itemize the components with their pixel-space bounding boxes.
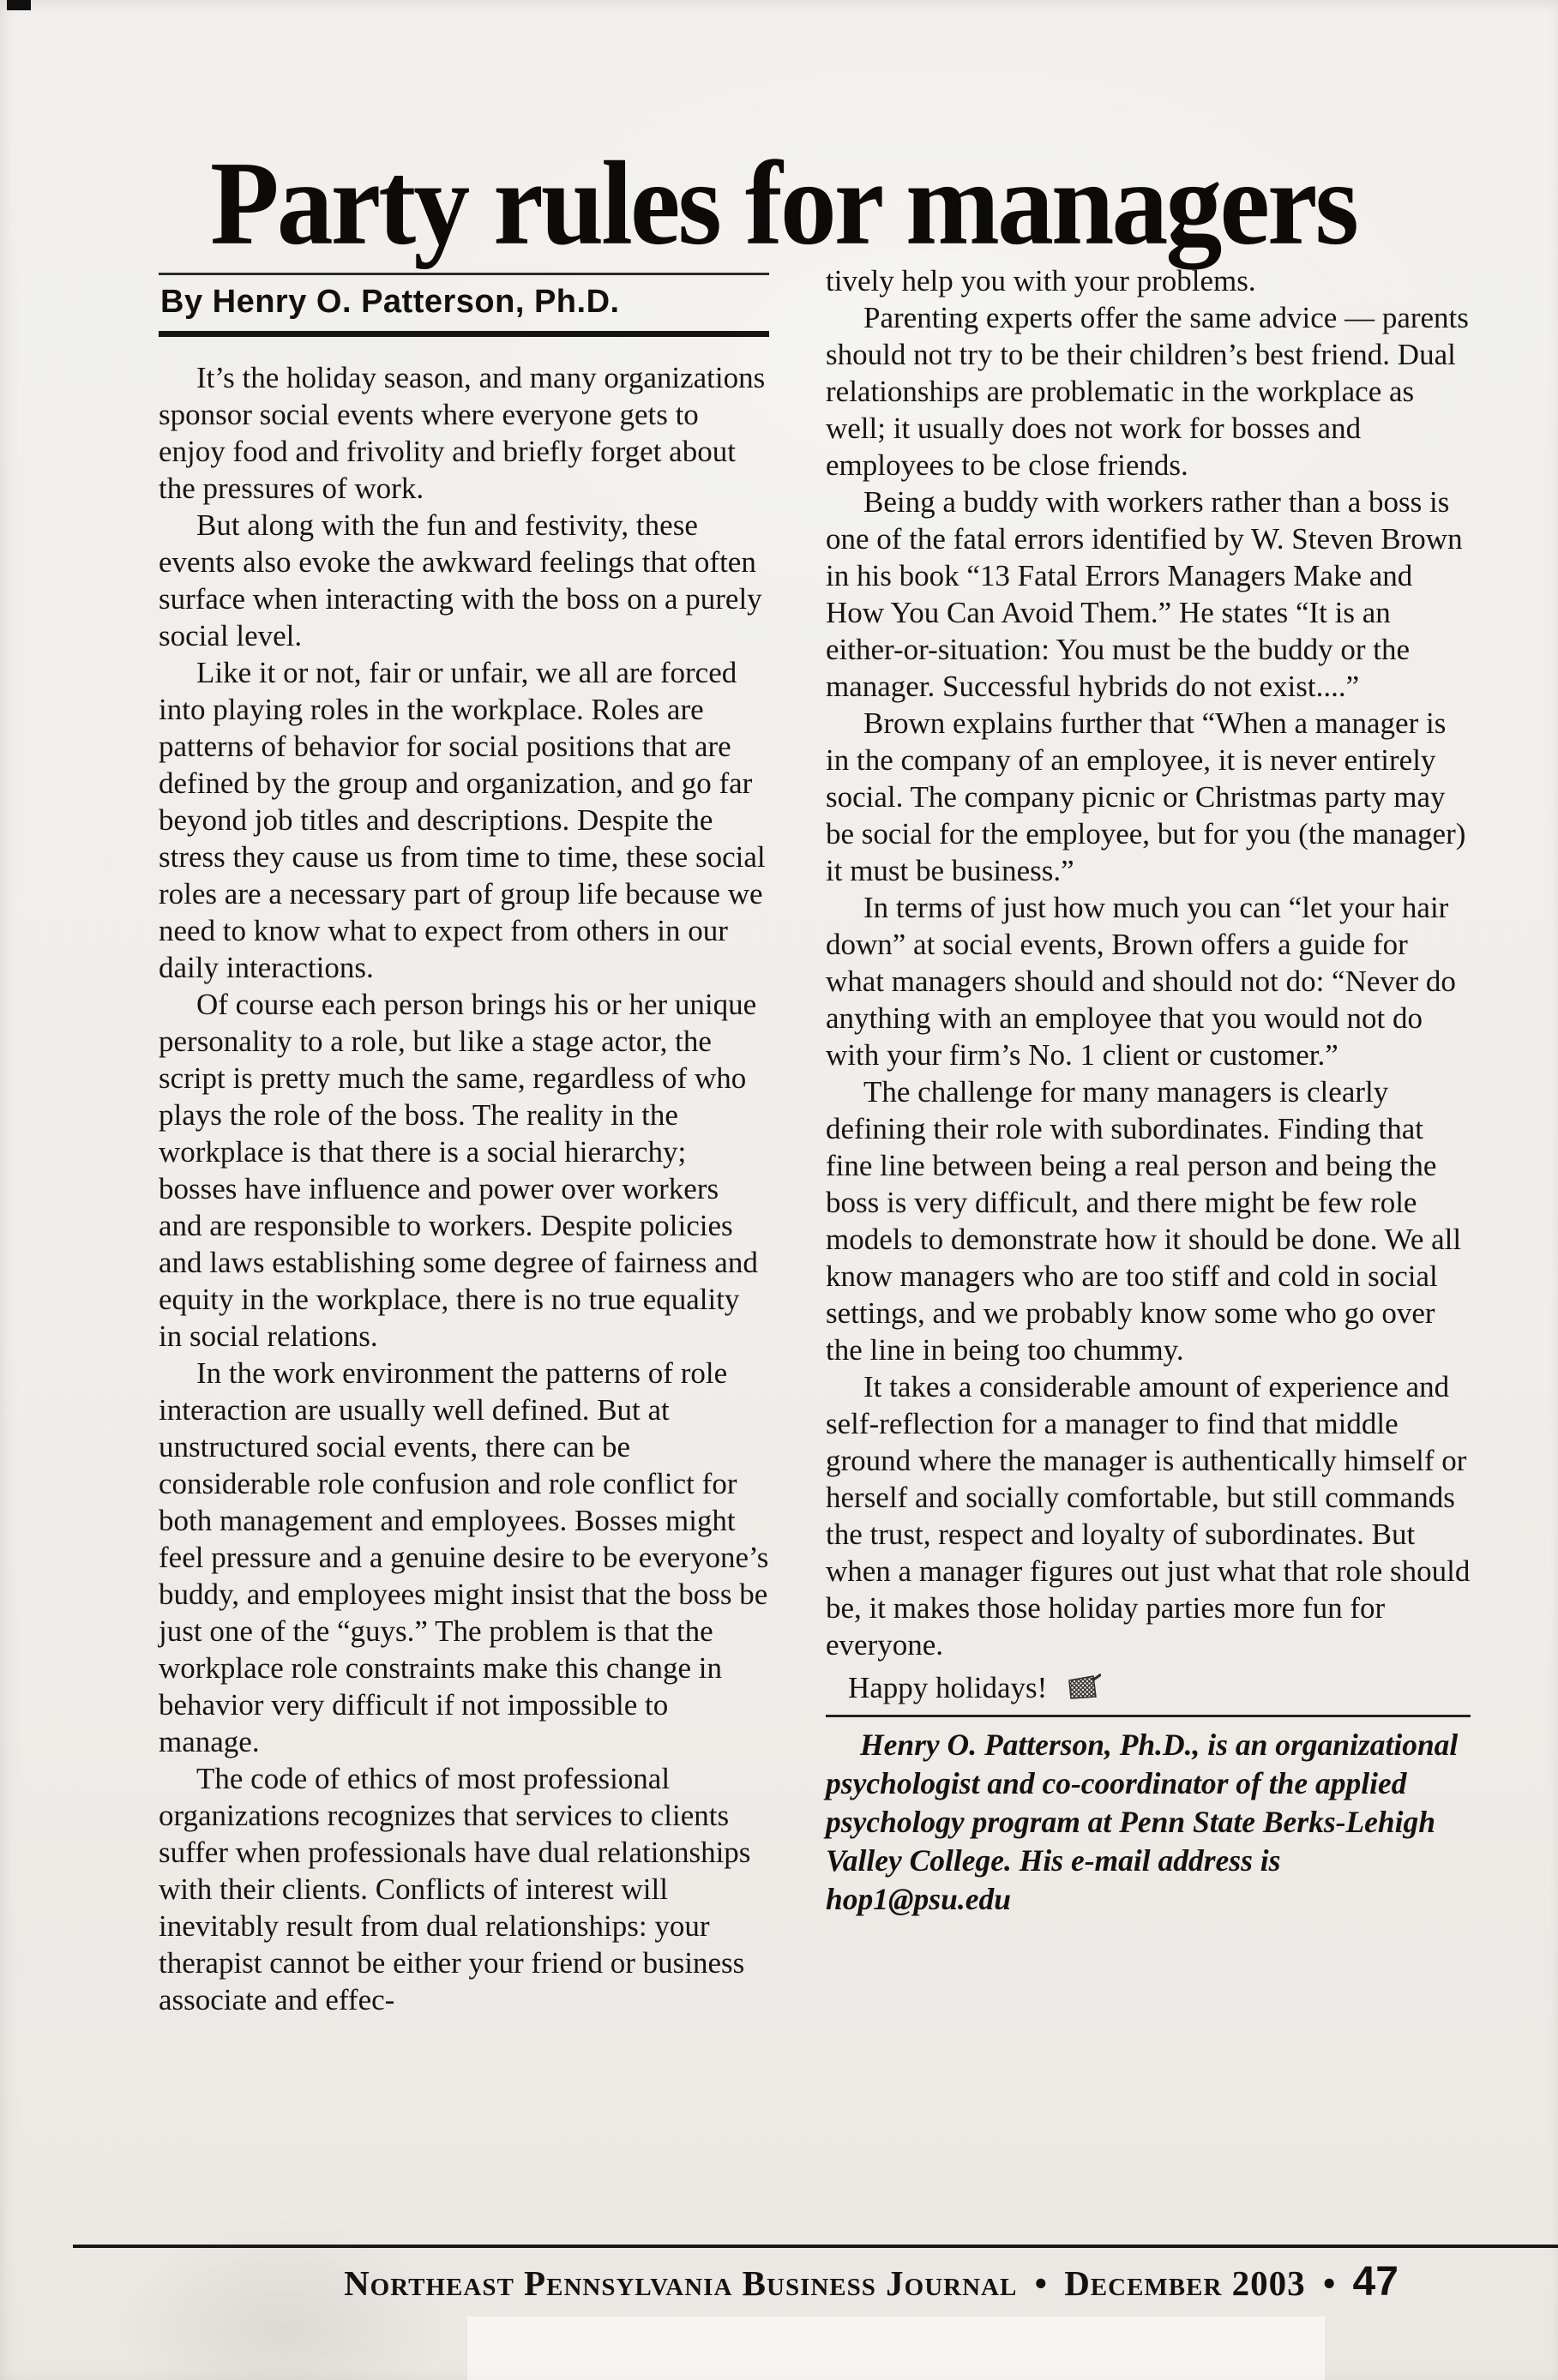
- end-of-story-icon: [1067, 1670, 1101, 1710]
- footer-text: [73, 2248, 1558, 2305]
- right-column: [812, 257, 1471, 2018]
- closing-text: Happy holidays!: [848, 1671, 1048, 1704]
- article-paragraph: Brown explains further that “When a manager is in the company of an employee, it is never entirely social. The company picnic or Christmas party may be social for the employee, but for you (the manager) it must be business.”: [826, 706, 1466, 887]
- byline: By Henry O. Patterson, Ph.D.: [160, 284, 620, 320]
- page-footer: [73, 2245, 1558, 2305]
- article-headline: Party rules for managers: [210, 136, 1356, 270]
- right-column-paragraphs: [826, 262, 1471, 1663]
- article-paragraph: Like it or not, fair or unfair, we all are forced into playing roles in the workplace. Roles are patterns of behavior for social positions that are defined by the group and organization, and go far beyond job titles and descriptions. Despite the stress they cause us from time to time, these social roles are a necessary part of group life because we need to know what to expect from others in our daily interactions.: [159, 656, 766, 984]
- footer-separator: •: [1322, 2263, 1336, 2303]
- left-column-paragraphs: [159, 359, 769, 2018]
- article-paragraph: It’s the holiday season, and many organizations sponsor social events where everyone gets to enjoy food and frivolity and briefly forget about the pressures of work.: [159, 361, 766, 505]
- journal-name: Northeast Pennsylvania Business Journal: [344, 2263, 1018, 2303]
- article-body: [159, 257, 1471, 2018]
- article-paragraph: Of course each person brings his or her unique personality to a role, but like a stage actor, the script is pretty much the same, regardless of who plays the role of the boss. The reality in the workplace is that there is a social hierarchy; bosses have influence and power over workers and are responsible to workers. Despite policies and laws establishing some degree of fairness and equity in the workplace, there is no true equality in social relations.: [159, 988, 758, 1353]
- closing-line: [826, 1668, 1471, 1708]
- issue-date: December 2003: [1064, 2263, 1306, 2303]
- article-paragraph: In terms of just how much you can “let your hair down” at social events, Brown offers a guide for what managers should and should not do: “Never do anything with an employee that you would not do with your firm’s No. 1 client or customer.”: [826, 891, 1456, 1072]
- article-paragraph: The code of ethics of most professional organizations recognizes that services to clients suffer when professionals have dual relationships with their clients. Conflicts of interest will inevitably result from dual relationships: your therapist cannot be either your friend or business associate and effec-: [159, 1762, 751, 2016]
- page-number: 47: [1352, 2259, 1399, 2305]
- article-paragraph: tively help you with your problems.: [826, 264, 1256, 298]
- article-paragraph: But along with the fun and festivity, these events also evoke the awkward feelings that often surface when interacting with the boss on a purely social level.: [159, 508, 762, 652]
- article-paragraph: In the work environment the patterns of role interaction are usually well defined. But at unstructured social events, there can be considerable role confusion and role conflict for both management and employees. Bosses might feel pressure and a genuine desire to be everyone’s buddy, and employees might insist that the boss be just one of the “guys.” The problem is that the workplace role constraints make this change in behavior very difficult if not impossible to manage.: [159, 1356, 769, 1758]
- article-paragraph: The challenge for many managers is clearly defining their role with subordinates. Finding that fine line between being a real person and being the boss is very difficult, and there might be few role models to demonstrate how it should be done. We all know managers who are too stiff and cold in social settings, and we probably know some who go over the line in being too chummy.: [826, 1075, 1462, 1367]
- article-paragraph: Parenting experts offer the same advice — parents should not try to be their children’s best friend. Dual relationships are problematic in the workplace as well; it usually does not work for bosses and employees to be close friends.: [826, 301, 1469, 482]
- left-column: [159, 257, 769, 2018]
- byline-rule-bottom: [159, 331, 769, 337]
- footer-separator: •: [1034, 2263, 1047, 2303]
- article-paragraph: It takes a considerable amount of experience and self-reflection for a manager to find that middle ground where the manager is authentically himself or herself and socially comfortable, but still commands the trust, respect and loyalty of subordinates. But when a manager figures out just what that role should be, it makes those holiday parties more fun for everyone.: [826, 1370, 1471, 1662]
- article-paragraph: Being a buddy with workers rather than a boss is one of the fatal errors identified by W. Steven Brown in his book “13 Fatal Errors Managers Make and How You Can Avoid Them.” He states “It is an either-or-situation: You must be the buddy or the manager. Successful hybrids do not exist....”: [826, 485, 1463, 703]
- author-bio: Henry O. Patterson, Ph.D., is an organizational psychologist and co-coordinator of the applied psychology program at Penn State Berks-Lehigh Valley College. His e-mail address is hop1@psu.edu: [826, 1715, 1471, 1919]
- scan-artifact-light-strip: [467, 2317, 1325, 2380]
- scan-artifact-corner: [7, 0, 31, 10]
- byline-block: [159, 273, 769, 337]
